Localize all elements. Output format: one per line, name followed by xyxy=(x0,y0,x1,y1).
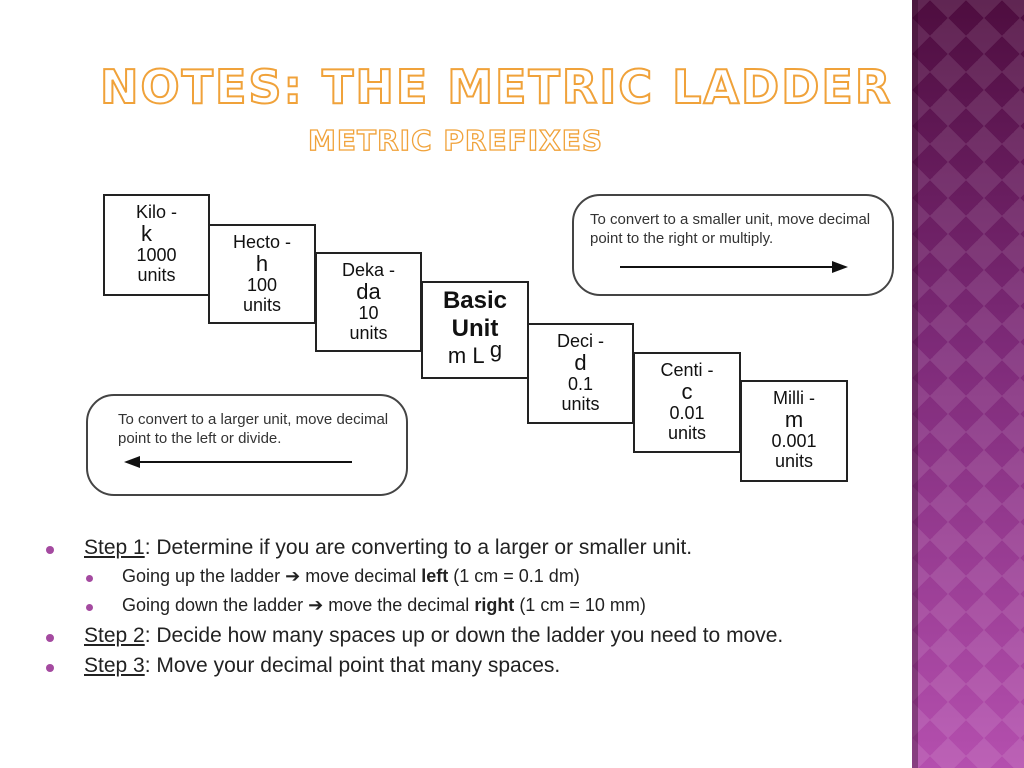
step-abbr: c xyxy=(681,379,693,404)
step-name: Milli - xyxy=(773,388,815,408)
step-value: 1000 xyxy=(136,245,177,265)
rule-smaller-text: To convert to a smaller unit, move decimal point to the right or multiply. xyxy=(590,211,871,247)
sub-down-tail: (1 cm = 10 mm) xyxy=(514,595,646,615)
step-name-line1: Basic xyxy=(442,287,508,314)
abbr-meter: m xyxy=(447,343,467,368)
right-arrow-line xyxy=(620,266,834,268)
ladder-step-deci xyxy=(527,323,634,424)
ladder-step-centi xyxy=(633,352,741,453)
step-name: Deka - xyxy=(341,260,395,280)
right-arrow-icon: ➔ xyxy=(285,566,301,586)
right-arrow-icon xyxy=(832,261,848,273)
step-name: Deci - xyxy=(556,331,604,351)
step-2-label: Step 2 xyxy=(84,624,145,647)
sub-up-tail: (1 cm = 0.1 dm) xyxy=(448,566,580,586)
step-unit: units xyxy=(774,451,814,471)
ladder-step-basic-unit xyxy=(421,281,529,379)
step-3-item xyxy=(44,654,944,678)
step-value: 0.1 xyxy=(567,374,594,394)
right-arrow-icon: ➔ xyxy=(308,595,324,615)
sub-down-mid: move the decimal xyxy=(323,595,475,615)
step-unit: units xyxy=(137,265,176,285)
left-arrow-line xyxy=(138,461,352,463)
step-abbr: d xyxy=(574,350,587,375)
step-value: 10 xyxy=(358,303,379,323)
step-unit: units xyxy=(561,394,600,414)
ladder-step-hecto xyxy=(208,224,316,324)
step-3-text: : Move your decimal point that many spaces. xyxy=(144,654,561,677)
step-abbr: k xyxy=(141,221,152,246)
sub-up-mid: move decimal xyxy=(300,566,422,586)
rule-larger-unit xyxy=(86,394,408,496)
ladder-step-deka xyxy=(315,252,422,352)
step-name: Centi - xyxy=(660,360,714,380)
sub-item-down xyxy=(44,595,944,616)
step-unit: units xyxy=(242,295,282,315)
ladder-step-kilo xyxy=(103,194,210,296)
step-abbr: da xyxy=(356,279,381,304)
abbr-gram: g xyxy=(489,337,503,362)
step-value: 100 xyxy=(246,275,278,295)
step-abbr: h xyxy=(255,251,269,276)
step-3-label: Step 3 xyxy=(84,654,145,677)
ladder-step-milli xyxy=(740,380,848,482)
step-2-item xyxy=(44,624,944,648)
sub-down-bold: right xyxy=(474,595,515,615)
step-unit: units xyxy=(349,323,388,343)
step-1-item xyxy=(44,536,944,560)
rule-larger-text: To convert to a larger unit, move decimal point to the left or divide. xyxy=(118,411,389,447)
bullet-dot-icon xyxy=(46,664,54,672)
step-value: 0.001 xyxy=(771,431,817,451)
bullet-dot-icon xyxy=(46,546,54,554)
slide-title: NOTES: THE METRIC LADDER xyxy=(100,60,893,114)
sub-down-text: Going down the ladder xyxy=(122,595,309,615)
abbr-liter: L xyxy=(472,343,484,368)
step-value: 0.01 xyxy=(669,403,705,423)
step-name: Hecto - xyxy=(232,232,292,252)
slide-subtitle: METRIC PREFIXES xyxy=(308,124,603,157)
sub-item-up xyxy=(44,566,944,587)
sub-up-bold: left xyxy=(421,566,449,586)
rule-smaller-unit xyxy=(572,194,894,296)
step-1-label: Step 1 xyxy=(84,536,145,559)
step-abbr: m xyxy=(784,407,804,432)
step-1-text: : Determine if you are converting to a larger or smaller unit. xyxy=(144,536,693,559)
step-2-text: : Decide how many spaces up or down the ladder you need to move. xyxy=(144,624,784,647)
sub-up-text: Going up the ladder xyxy=(122,566,286,586)
bullet-dot-icon xyxy=(86,604,93,611)
step-name: Kilo - xyxy=(135,202,177,222)
step-abbr-group xyxy=(423,337,527,368)
step-unit: units xyxy=(667,423,707,443)
step-name-line2: Unit xyxy=(451,315,499,342)
steps-list xyxy=(44,536,944,684)
bullet-dot-icon xyxy=(86,575,93,582)
bullet-dot-icon xyxy=(46,634,54,642)
